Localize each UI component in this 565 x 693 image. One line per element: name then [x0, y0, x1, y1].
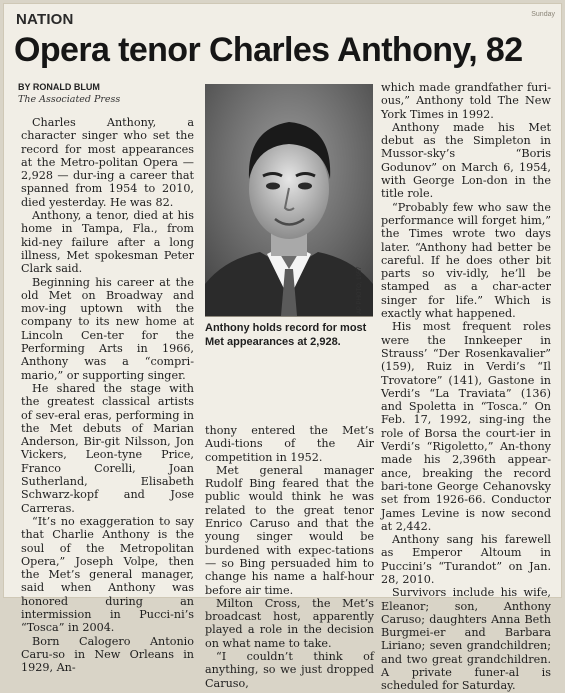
paragraph: which made grandfather furi-ous,” Anthony told The New York Times in 1992. [381, 81, 551, 121]
section-label: NATION [16, 11, 74, 28]
paragraph: thony entered the Met’s Audi-tions of the Air competition in 1952. [205, 424, 374, 464]
paragraph: He shared the stage with the greatest classical artists of sev-eral eras, performing in the Met debuts of Marian Anderson, Bir-git Nilsson, Jon Vickers, Leon-tyne Price, Franco Corelli, Joan Sutherland, Elisabeth Schwarz-kopf and Jose Carreras. [21, 381, 194, 515]
paragraph: “It’s no exaggeration to say that Charlie Anthony is the soul of the Metropolitan Opera,” Joseph Volpe, then the Met’s general manager, said when Anthony was honored during an intermission in Pucci-ni’s “Tosca” in 2004. [21, 514, 194, 635]
newspaper-clipping [4, 4, 561, 693]
paragraph: Survivors include his wife, Eleanor; son, Anthony Caruso; daughters Anna Beth Burgmei-er and Barbara Liriano; seven grandchildren; and two great grandchildren. A private funer-al is scheduled for Saturday. [381, 586, 551, 693]
caption-divider [205, 316, 373, 317]
portrait-illustration [205, 84, 373, 316]
photo-credit: AP PHOTO, 1957 [357, 266, 363, 314]
source-line: The Associated Press [18, 94, 121, 105]
byline: BY RONALD BLUM [18, 82, 100, 92]
paragraph: Met general manager Rudolf Bing feared that the public would think he was related to the great tenor Enrico Caruso and that the young singer would be burdened with expec-tations — so Bing persuaded him to change his name a half-hour before air time. [205, 463, 374, 597]
article-column-middle [205, 424, 374, 690]
paragraph: “I couldn’t think of anything, so we just dropped Caruso, [205, 650, 374, 690]
paragraph: Born Calogero Antonio Caru-so in New Orleans in 1929, An- [21, 634, 194, 675]
portrait-photo [205, 84, 373, 316]
article-column-right [381, 81, 551, 693]
paragraph: His most frequent roles were the Innkeeper in Strauss’ “Der Rosenkavalier” (159), Ruiz in Verdi’s “Il Trovatore” (141), Gastone in Verdi’s “La Traviata” (136) and Spoletta in “Tosca.” On Feb. 17, 1992, sing-ing the role of Borsa the court-ier in Verdi’s “Rigoletto,” An-thony made his 2,396th appear-ance, breaking the record bari-tone George Cehanovsky set from 1926-66. Conductor James Levine is now second at 2,442. [381, 320, 551, 533]
paragraph: Beginning his career at the old Met on Broadway and mov-ing uptown with the company to its new home at Lincoln Cen-ter for the Performing Arts in 1966, Anthony was a “compri-mario,” or supporting singer. [21, 275, 194, 382]
article-column-left [21, 116, 194, 674]
paragraph: Anthony made his Met debut as the Simpleton in Mussor-sky’s “Boris Godunov” on March 6, 1954, with George Lon-don in the title role. [381, 120, 551, 201]
paragraph: “Probably few who saw the performance will forget him,” the Times wrote two days later. “Anthony had better be careful. If he does other bit parts so viv-idly, he’ll be stamped as a char-acter singer for life.” Which is exactly what happened. [381, 200, 551, 321]
page-edge-mark: Sunday [531, 11, 555, 18]
paragraph: Anthony, a tenor, died at his home in Tampa, Fla., from kid-ney failure after a long illness, Met spokesman Peter Clark said. [21, 209, 194, 276]
paragraph: Charles Anthony, a character singer who set the record for most appearances at the Metro-politan Opera — 2,928 — dur-ing a career that spanned from 1954 to 2010, died yesterday. He was 82. [21, 116, 194, 209]
photo-caption: Anthony holds record for most Met appearances at 2,928. [205, 322, 367, 348]
paragraph: Anthony sang his farewell as Emperor Altoum in Puccini’s “Turandot” on Jan. 28, 2010. [381, 533, 551, 586]
headline: Opera tenor Charles Anthony, 82 [14, 31, 523, 69]
paragraph: Milton Cross, the Met’s broadcast host, apparently played a role in the decision on what name to take. [205, 596, 374, 650]
